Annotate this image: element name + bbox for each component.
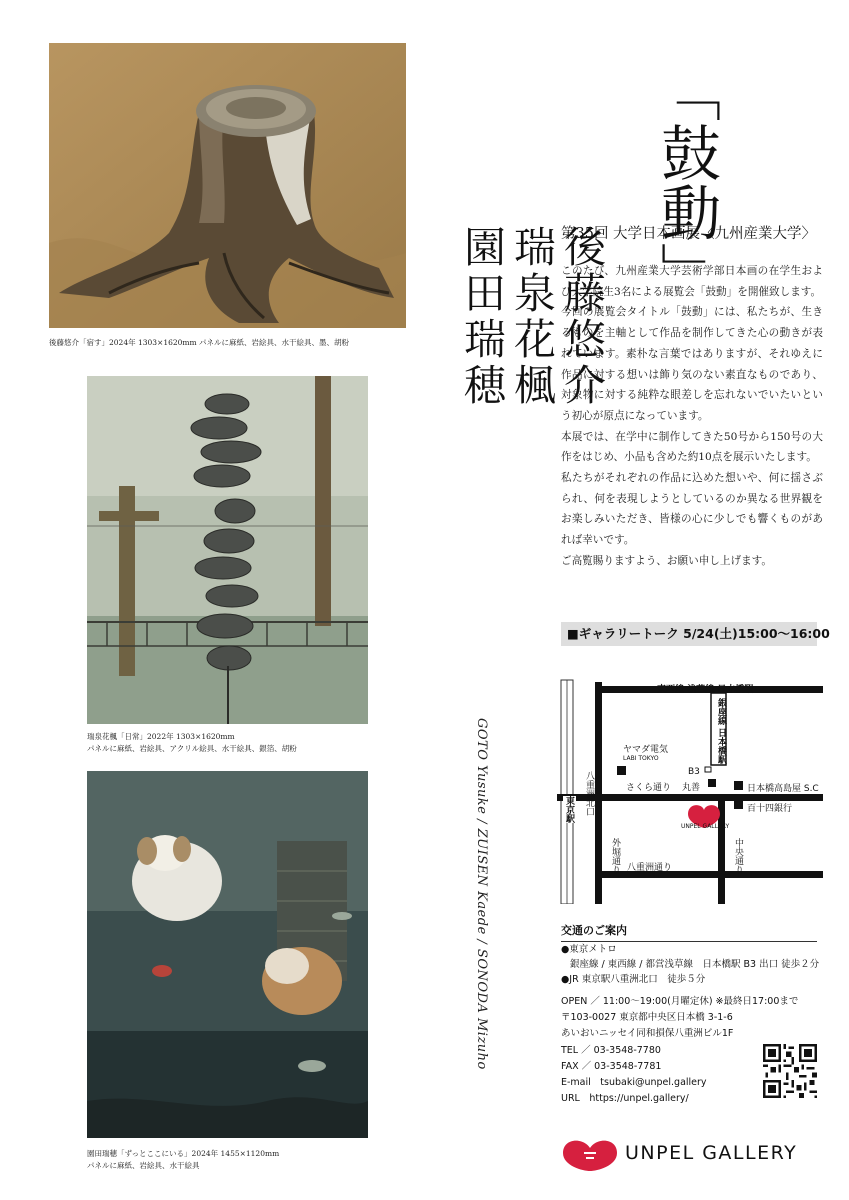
access-map bbox=[557, 676, 823, 904]
caption-line: 園田瑞穂「ずっとここにいる」2024年 1455×1120mm bbox=[87, 1149, 280, 1158]
info-address: あいおいニッセイ同和損保八重洲ビル1F bbox=[561, 1028, 734, 1040]
map-label-sotobori: 外堀通り bbox=[610, 838, 620, 874]
artwork-dogs bbox=[87, 771, 368, 1138]
caption-line: 瑞泉花楓「日常」2022年 1303×1620mm bbox=[87, 732, 235, 741]
artwork-caption bbox=[87, 731, 297, 755]
artist-name: 瑞泉花楓 bbox=[508, 225, 557, 409]
access-section bbox=[561, 922, 820, 987]
caption-line: パネルに麻紙、岩絵具、水干絵具 bbox=[87, 1161, 200, 1170]
map-label-maruzen: 丸善 bbox=[682, 783, 701, 793]
map-label-gallery: UNPEL GALLERY bbox=[681, 823, 730, 830]
access-heading: 交通のご案内 bbox=[561, 922, 817, 942]
map-label-b3: B3 bbox=[688, 767, 700, 777]
unpel-logo-icon bbox=[561, 1136, 619, 1172]
map-label-tokyo-station: 東京駅 bbox=[564, 796, 574, 823]
exhibition-title: 「鼓動」 bbox=[651, 62, 721, 302]
map-label-yamada: ヤマダ電気 bbox=[623, 745, 669, 755]
paragraph: このたび、九州産業大学芸術学部日本画の在学生および大学院生3名による展覧会「鼓動」を開催致します。 bbox=[561, 265, 823, 298]
artist-romaji: GOTO Yusuke / ZUISEN Kaede / SONODA Mizuho bbox=[474, 718, 489, 1070]
map-label-chuo: 中央通り bbox=[733, 838, 743, 874]
artwork-tree-stump bbox=[49, 43, 406, 328]
paragraph: 私たちがそれぞれの作品に込めた想いや、何に揺さぶられ、何を表現しようとしているのか異なる世界観をお楽しみいただき、皆様の心に少しでも響くものがあれば幸いです。 bbox=[561, 472, 823, 547]
map-label-bank: 百十四銀行 bbox=[747, 804, 793, 814]
gallery-talk-banner: ■ギャラリートーク 5/24(土)15:00〜16:00 bbox=[561, 622, 817, 646]
access-line: 銀座線 / 東西線 / 都営浅草線 日本橋駅 B3 出口 徒歩２分 bbox=[570, 959, 820, 970]
artist-name: 後藤悠介 bbox=[558, 225, 607, 409]
paragraph: 今回の展覧会タイトル「鼓動」には、私たちが、生きるものを主軸として作品を制作してきた心の動きが表れています。素朴な言葉ではありますが、それゆえに作品に対する想いは飾り気のない素直なものであり、対象物に対する純粋な眼差しを忘れないでいたいという初心が原点になっています。 bbox=[561, 306, 823, 422]
access-line: ●東京メトロ bbox=[561, 944, 617, 955]
info-url[interactable]: URL https://unpel.gallery/ bbox=[561, 1093, 689, 1105]
map-label-yaesu-dori: 八重洲通り bbox=[627, 863, 673, 873]
caption-line: 後藤悠介「宿す」2024年 1303×1620mm パネルに麻紙、岩絵具、水干絵具、墨、胡粉 bbox=[49, 338, 350, 347]
artwork-caption bbox=[87, 1148, 279, 1172]
map-label-station: 東西線 浅草線 日本橋駅 bbox=[657, 685, 754, 695]
map-label-yaesu-north: 八重洲北口 bbox=[584, 771, 594, 816]
paragraph: 本展では、在学中に制作してきた50号から150号の大作をはじめ、小品も含めた約10点を展示いたします。 bbox=[561, 430, 823, 464]
map-label-ginza: 銀座線 日本橋駅 bbox=[716, 698, 726, 765]
map-label-takashimaya: 日本橋高島屋 S.C bbox=[747, 784, 819, 794]
info-email[interactable]: E-mail tsubaki@unpel.gallery bbox=[561, 1077, 707, 1089]
info-hours: OPEN ／ 11:00〜19:00(月曜定休) ※最終日17:00まで bbox=[561, 996, 799, 1007]
gallery-logo[interactable] bbox=[561, 1136, 821, 1172]
artwork-caption bbox=[49, 337, 349, 349]
access-line: ●JR 東京駅八重洲北口 徒歩５分 bbox=[561, 974, 706, 985]
paragraph: ご高覧賜りますよう、お願い申し上げます。 bbox=[561, 554, 773, 567]
info-tel[interactable]: TEL ／ 03-3548-7780 bbox=[561, 1044, 661, 1056]
exhibition-subtitle: 第35回 大学日本画展〈九州産業大学〉 bbox=[561, 226, 817, 242]
artwork-pigeons bbox=[87, 376, 368, 724]
info-address: 〒103-0027 東京都中央区日本橋 3-1-6 bbox=[561, 1012, 733, 1024]
qr-code[interactable] bbox=[763, 1044, 817, 1098]
map-label-sakura: さくら通り bbox=[626, 783, 672, 793]
artist-name: 園田瑞穂 bbox=[458, 225, 507, 409]
exhibition-description bbox=[561, 261, 823, 572]
info-fax: FAX ／ 03-3548-7781 bbox=[561, 1060, 662, 1072]
caption-line: パネルに麻紙、岩絵具、アクリル絵具、水干絵具、銀箔、胡粉 bbox=[87, 744, 297, 753]
logo-text: UNPEL GALLERY bbox=[625, 1142, 798, 1164]
map-label-labi: LABI TOKYO bbox=[623, 755, 659, 762]
